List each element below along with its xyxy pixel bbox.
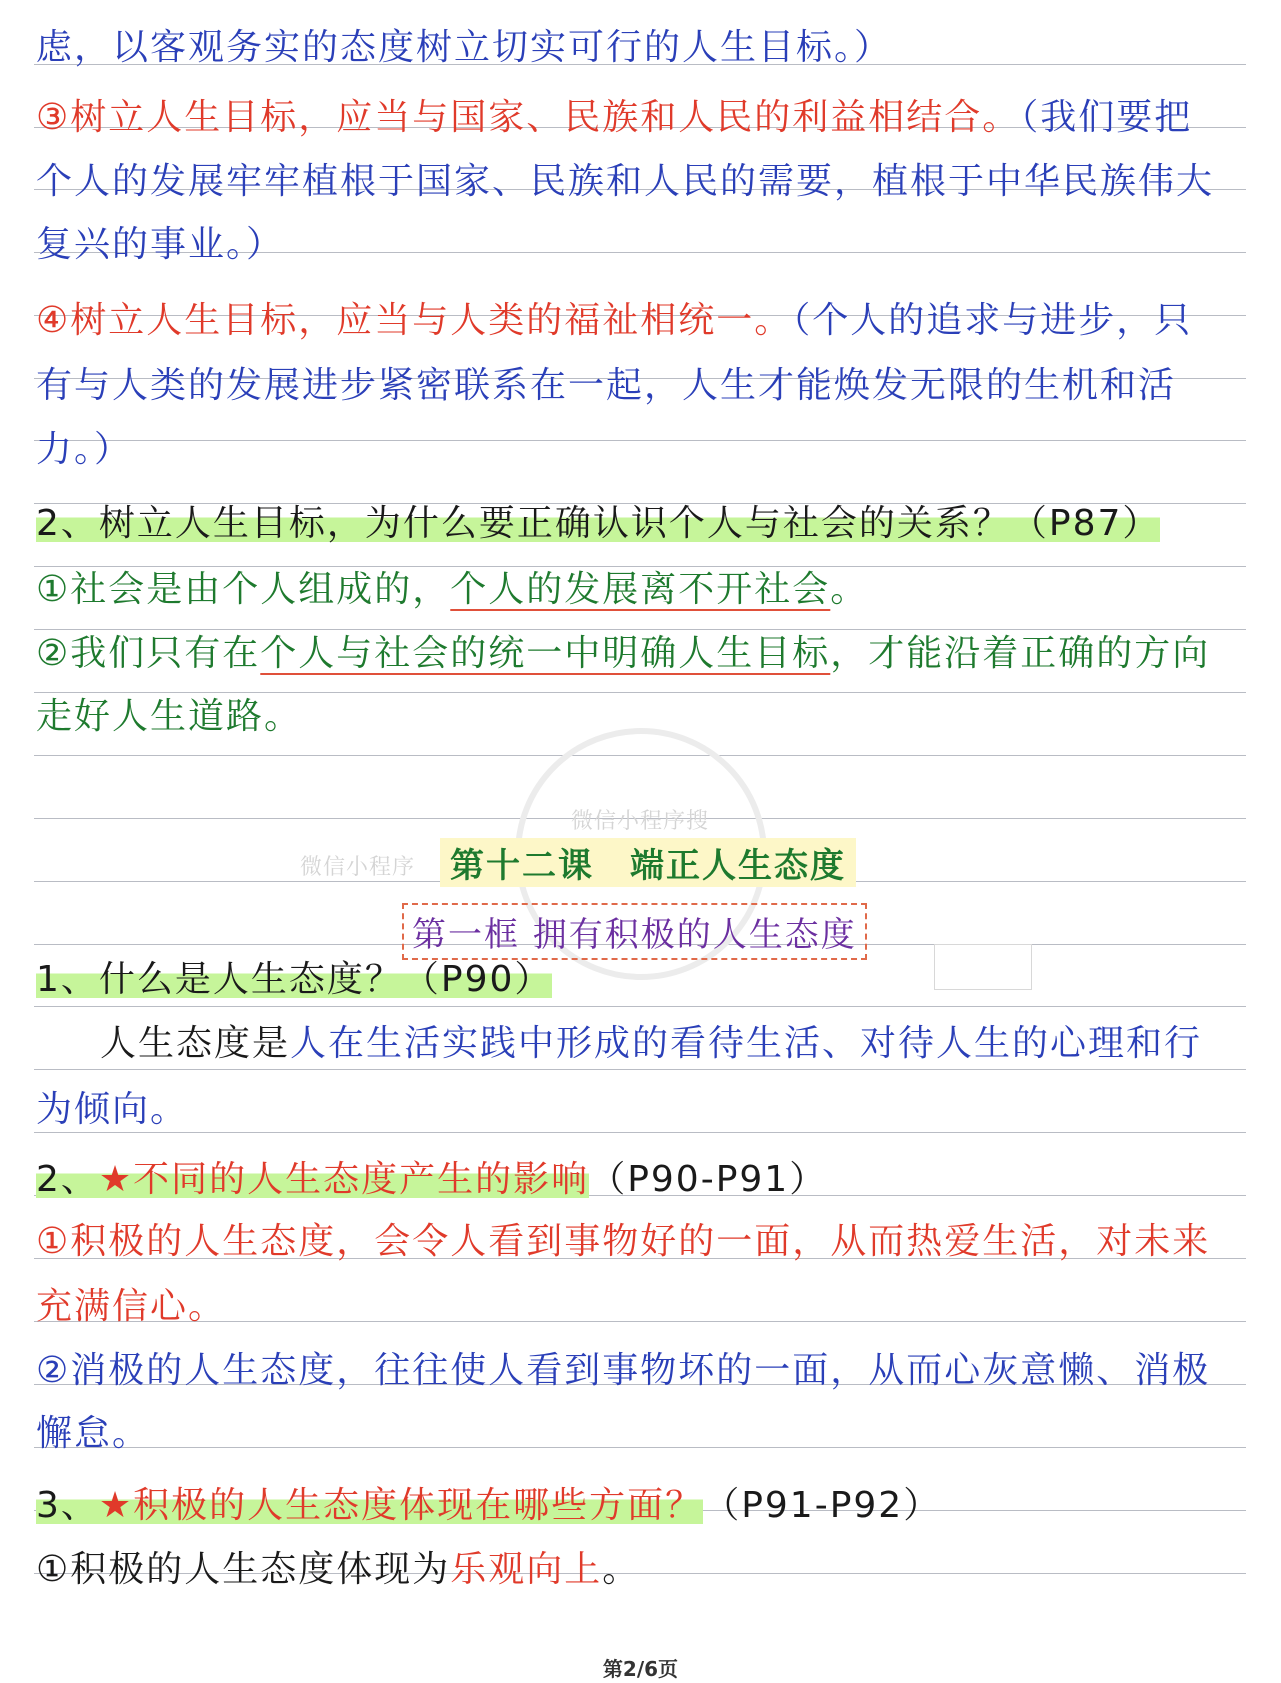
question-highlight xyxy=(36,1485,703,1526)
ruled-line xyxy=(34,1132,1246,1133)
page-ref: （P91-P92） xyxy=(703,1485,942,1526)
note-line: 虑，以客观务实的态度树立切实可行的人生目标。） xyxy=(36,27,893,68)
question-text: ★积极的人生态度体现在哪些方面？ xyxy=(98,1485,704,1526)
note-text: （我们要把 xyxy=(1020,97,1193,138)
note-line: ②消极的人生态度，往往使人看到事物坏的一面，从而心灰意懒、消极 xyxy=(36,1350,1211,1391)
note-line: 懈怠。 xyxy=(36,1413,151,1454)
section-subtitle: 第一框 拥有积极的人生态度 xyxy=(402,903,867,960)
note-line: 为倾向。 xyxy=(36,1089,189,1130)
question-2-text: 2、树立人生目标，为什么要正确认识个人与社会的关系？（P87） xyxy=(36,503,1161,544)
question-number: 2、 xyxy=(36,1159,99,1200)
note-line: 力。） xyxy=(36,429,133,470)
ruled-line xyxy=(34,566,1246,567)
question-highlight xyxy=(36,1159,589,1200)
note-line xyxy=(36,570,1246,610)
note-text: 乐观向上 xyxy=(450,1549,603,1590)
question-2 xyxy=(36,504,1246,544)
underlined-text: 个人与社会的统一中明确人生目标 xyxy=(260,633,831,674)
question-text: ★不同的人生态度产生的影响 xyxy=(98,1159,590,1200)
lesson-title: 第十二课 端正人生态度 xyxy=(440,838,856,887)
point-3: ③树立人生目标，应当与国家、民族和人民的利益相结合。 xyxy=(36,97,1021,138)
ruled-line xyxy=(34,692,1246,693)
ruled-line xyxy=(34,629,1246,630)
note-line xyxy=(36,634,1246,674)
page-ref: （P90-P91） xyxy=(589,1159,828,1200)
note-line: 有与人类的发展进步紧密联系在一起，人生才能焕发无限的生机和活 xyxy=(36,365,1177,406)
note-line: 充满信心。 xyxy=(36,1286,227,1327)
note-text: 人生态度是 xyxy=(100,1023,291,1064)
ruled-line xyxy=(34,1069,1246,1070)
question-number: 3、 xyxy=(36,1485,99,1526)
note-text: （个人的追求与进步，只 xyxy=(792,300,1193,341)
page-number: 第2/6页 xyxy=(602,1657,679,1681)
note-line: 复兴的事业。） xyxy=(36,224,285,265)
question-3 xyxy=(36,1486,1246,1526)
note-line xyxy=(36,98,1246,138)
note-text: ①社会是由个人组成的， xyxy=(36,569,451,610)
ruled-line xyxy=(34,1006,1246,1007)
note-line xyxy=(36,301,1246,341)
point-4: ④树立人生目标，应当与人类的福祉相统一。 xyxy=(36,300,793,341)
note-text: ①积极的人生态度体现为 xyxy=(36,1549,451,1590)
underlined-text: 个人的发展离不开社会 xyxy=(450,569,831,610)
note-line: 走好人生道路。 xyxy=(36,696,303,737)
watermark-text: 微信小程序 xyxy=(300,855,416,880)
note-line: 个人的发展牢牢植根于国家、民族和人民的需要，植根于中华民族伟大 xyxy=(36,161,1215,202)
question-1-text: 1、什么是人生态度？（P90） xyxy=(36,959,553,1000)
note-text: 人在生活实践中形成的看待生活、对待人生的心理和行 xyxy=(290,1023,1203,1064)
note-text: ②我们只有在 xyxy=(36,633,261,674)
note-line xyxy=(36,1550,1246,1590)
note-text: 。 xyxy=(830,569,869,610)
watermark-seal-text: 微信小程序搜 xyxy=(571,809,710,834)
question-1 xyxy=(36,960,1246,1000)
note-line: ①积极的人生态度，会令人看到事物好的一面，从而热爱生活，对未来 xyxy=(36,1221,1211,1262)
question-2b xyxy=(36,1160,1246,1200)
note-text: ，才能沿着正确的方向 xyxy=(830,633,1211,674)
note-line xyxy=(100,1024,1281,1064)
note-text: 。 xyxy=(602,1549,641,1590)
